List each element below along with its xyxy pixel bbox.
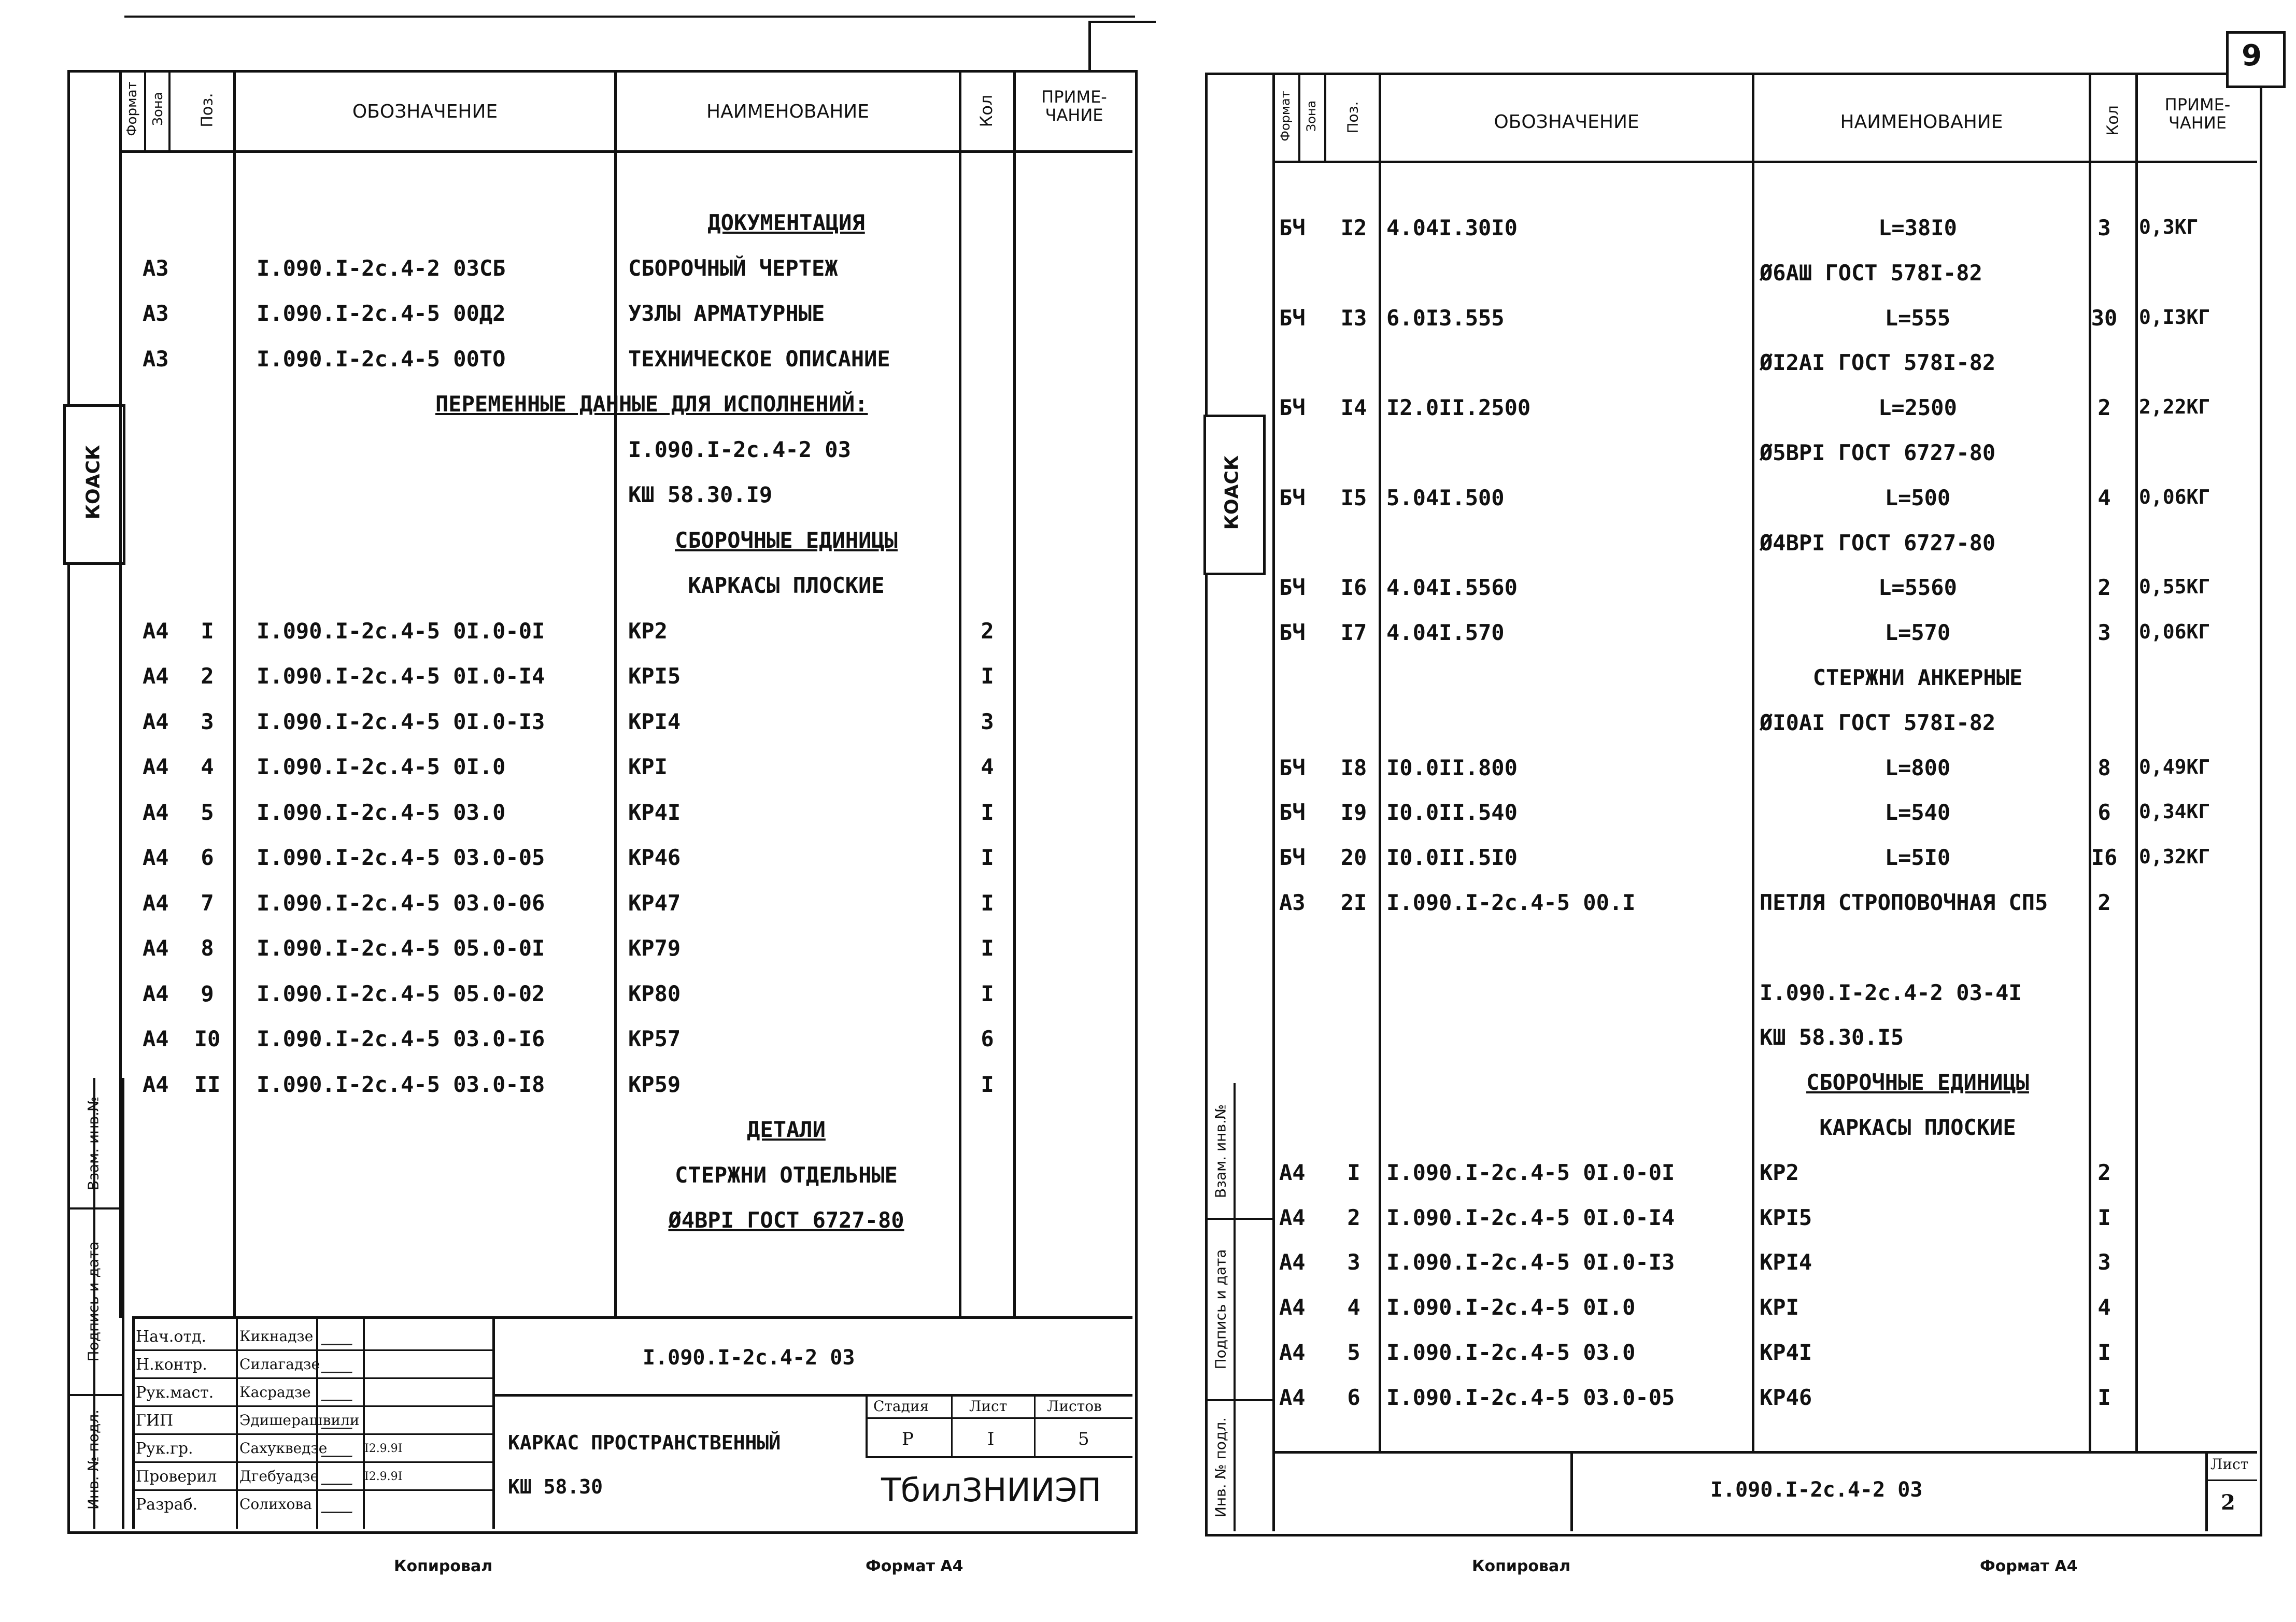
left-row-pos: 2	[201, 663, 214, 689]
left-side-stamp: КОАСК	[82, 445, 104, 520]
left-tb-date: I2.9.9I	[364, 1442, 403, 1455]
left-tb-name: Солихова	[239, 1496, 312, 1513]
left-header-format: Формат	[124, 81, 140, 136]
left-tb-name: Сахукведзе	[239, 1440, 328, 1457]
left-row-name: КР59	[628, 1072, 681, 1097]
right-row-qty: 3	[2097, 215, 2111, 240]
left-row-pos: II	[194, 1072, 221, 1097]
left-row-pos: 3	[201, 709, 214, 734]
left-row-name: КР46	[628, 845, 681, 870]
left-row-name: УЗЛЫ АРМАТУРНЫЕ	[628, 301, 825, 326]
right-row-name: ПЕТЛЯ СТРОПОВОЧНАЯ СП5	[1760, 890, 2048, 915]
right-row-fmt: БЧ	[1279, 215, 1306, 240]
left-row-qty: 2	[981, 618, 994, 644]
left-tb-role: Нач.отд.	[136, 1328, 207, 1346]
right-row-pos: 2	[1347, 1205, 1360, 1230]
left-row-name: СТЕРЖНИ ОТДЕЛЬНЫЕ	[675, 1162, 898, 1188]
left-row-fmt: А3	[143, 346, 169, 372]
left-tb-date: I2.9.9I	[364, 1470, 403, 1483]
left-tb-signature	[321, 1496, 358, 1513]
left-tb-name: Эдишерашвили	[239, 1412, 360, 1429]
right-side-box-3: Инв. № подл.	[1212, 1417, 1229, 1518]
left-row-qty: I	[981, 981, 994, 1006]
right-header-pos: Поз.	[1344, 101, 1362, 134]
left-row-fmt: А4	[143, 890, 169, 916]
right-row-des: I.090.I-2с.4-5 03.0-05	[1386, 1385, 1675, 1410]
left-row-name: КШ 58.30.I9	[628, 482, 773, 507]
right-header-name: НАИМЕНОВАНИЕ	[1840, 111, 2003, 133]
page-number: 9	[2242, 39, 2262, 73]
left-row-pos: 8	[201, 935, 214, 961]
left-tb-role: ГИП	[136, 1412, 174, 1430]
left-stage: Р	[902, 1429, 914, 1449]
right-row-des: 5.04I.500	[1386, 485, 1505, 510]
left-tb-signature	[321, 1356, 358, 1373]
left-tb-signature	[321, 1328, 358, 1345]
right-row-des: I.090.I-2с.4-5 03.0	[1386, 1340, 1636, 1365]
left-object-code: КШ 58.30	[508, 1475, 603, 1498]
right-row-qty: 8	[2097, 755, 2111, 780]
right-row-name: КШ 58.30.I5	[1760, 1025, 1904, 1050]
left-tb-signature	[321, 1468, 358, 1485]
right-header-qty: Кол	[2104, 105, 2122, 136]
right-row-des: I0.0II.800	[1386, 755, 1518, 780]
left-header-zone: Зона	[150, 92, 166, 126]
right-row-des: I.090.I-2с.4-5 00.I	[1386, 890, 1636, 915]
right-row-pos: I5	[1340, 485, 1367, 510]
right-row-note: 0,3КГ	[2139, 216, 2199, 238]
left-row-des: I.090.I-2с.4-5 03.0-I6	[257, 1026, 545, 1051]
right-row-name: СБОРОЧНЫЕ ЕДИНИЦЫ	[1806, 1070, 2029, 1095]
right-header-zone: Зона	[1304, 100, 1319, 132]
left-tb-role: Проверил	[136, 1468, 217, 1486]
left-tb-signature	[321, 1384, 358, 1401]
right-row-name: КАРКАСЫ ПЛОСКИЕ	[1819, 1115, 2016, 1140]
right-row-name: СТЕРЖНИ АНКЕРНЫЕ	[1812, 665, 2023, 690]
left-row-name: КРI	[628, 754, 668, 779]
right-row-des: 6.0I3.555	[1386, 305, 1505, 331]
right-row-name: L=500	[1884, 485, 1951, 510]
right-row-note: 0,32КГ	[2139, 845, 2210, 868]
left-row-qty: I	[981, 890, 994, 916]
left-row-fmt: А4	[143, 709, 169, 734]
left-row-pos: I0	[194, 1026, 221, 1051]
right-row-fmt: БЧ	[1279, 755, 1306, 780]
right-row-qty: 2	[2097, 890, 2111, 915]
left-row-des: I.090.I-2с.4-5 0I.0-I3	[257, 709, 545, 734]
left-tb-name: Силагадзе	[239, 1356, 320, 1373]
left-row-des: I.090.I-2с.4-5 03.0	[257, 800, 506, 825]
left-row-qty: I	[981, 1072, 994, 1097]
left-header-pos: Поз.	[198, 93, 217, 127]
left-header-name: НАИМЕНОВАНИЕ	[706, 101, 869, 122]
left-tb-role: Рук.маст.	[136, 1384, 214, 1402]
right-row-qty: I	[2097, 1205, 2111, 1230]
right-row-qty: 2	[2097, 1160, 2111, 1185]
left-tb-name: Кикнадзе	[239, 1328, 314, 1345]
right-row-qty: 3	[2097, 1249, 2111, 1275]
left-row-fmt: А4	[143, 663, 169, 689]
right-row-des: 4.04I.570	[1386, 620, 1505, 645]
right-row-fmt: БЧ	[1279, 620, 1306, 645]
right-row-name: L=540	[1884, 800, 1951, 825]
left-row-pos: 6	[201, 845, 214, 870]
right-row-des: I.090.I-2с.4-5 0I.0	[1386, 1294, 1636, 1320]
right-row-name: Ø4ВРI ГОСТ 6727-80	[1760, 530, 1996, 556]
right-row-qty: I	[2097, 1340, 2111, 1365]
left-row-des: I.090.I-2с.4-5 00Д2	[257, 301, 506, 326]
right-row-fmt: А4	[1279, 1160, 1306, 1185]
left-row-qty: 4	[981, 754, 994, 779]
right-row-des: I.090.I-2с.4-5 0I.0-0I	[1386, 1160, 1675, 1185]
right-row-fmt: А4	[1279, 1294, 1306, 1320]
right-row-des: I0.0II.5I0	[1386, 845, 1518, 870]
left-row-des: I.090.I-2с.4-2 03СБ	[257, 255, 506, 281]
right-row-name: L=2500	[1878, 395, 1957, 420]
right-row-fmt: БЧ	[1279, 845, 1306, 870]
left-org: ТбилЗНИИЭП	[881, 1471, 1102, 1509]
left-stage-label: Стадия	[873, 1398, 929, 1415]
left-tb-role: Разраб.	[136, 1496, 198, 1514]
left-row-name: СБОРОЧНЫЙ ЧЕРТЕЖ	[628, 255, 838, 281]
left-tb-signature	[321, 1412, 358, 1429]
left-tb-name: Касрадзе	[239, 1384, 311, 1401]
left-row-name: КР4I	[628, 800, 681, 825]
right-row-name: Ø5ВРI ГОСТ 6727-80	[1760, 440, 1996, 465]
right-row-name: КР2	[1760, 1160, 1799, 1185]
right-row-pos: I9	[1340, 800, 1367, 825]
left-row-des: I.090.I-2с.4-5 0I.0-I4	[257, 663, 545, 689]
right-row-name: КР4I	[1760, 1340, 1812, 1365]
right-side-stamp: КОАСК	[1221, 455, 1243, 530]
left-row-qty: I	[981, 800, 994, 825]
right-row-qty: 4	[2097, 485, 2111, 510]
left-row-name: Ø4ВРI ГОСТ 6727-80	[668, 1207, 904, 1233]
right-row-pos: I4	[1340, 395, 1367, 420]
left-side-box-3: Инв. № подл.	[84, 1409, 102, 1510]
right-row-pos: 3	[1347, 1249, 1360, 1275]
right-row-name: L=800	[1884, 755, 1951, 780]
left-row-name: КАРКАСЫ ПЛОСКИЕ	[688, 573, 885, 598]
right-row-name: ØI2АI ГОСТ 578I-82	[1760, 350, 1996, 375]
left-row-des: I.090.I-2с.4-5 03.0-I8	[257, 1072, 545, 1097]
right-row-pos: 4	[1347, 1294, 1360, 1320]
left-tb-role: Н.контр.	[136, 1356, 207, 1374]
right-row-name: L=555	[1884, 305, 1951, 331]
right-row-note: 0,34КГ	[2139, 800, 2210, 823]
right-row-qty: 2	[2097, 395, 2111, 420]
right-doc-code: I.090.I-2с.4-2 03	[1710, 1478, 1923, 1502]
right-row-name: ØI0АI ГОСТ 578I-82	[1760, 710, 1996, 735]
left-row-des: I.090.I-2с.4-5 03.0-05	[257, 845, 545, 870]
right-row-fmt: БЧ	[1279, 305, 1306, 331]
left-row-name: I.090.I-2с.4-2 03	[628, 437, 851, 462]
left-row-name: ТЕХНИЧЕСКОЕ ОПИСАНИЕ	[628, 346, 890, 372]
right-row-name: L=5I0	[1884, 845, 1951, 870]
left-row-des: I.090.I-2с.4-5 03.0-06	[257, 890, 545, 916]
left-sheet: I	[987, 1429, 995, 1449]
right-row-pos: I8	[1340, 755, 1367, 780]
right-header-format: Формат	[1278, 91, 1293, 141]
right-footer-copy: Копировал	[1472, 1557, 1571, 1575]
right-row-fmt: А4	[1279, 1205, 1306, 1230]
left-row-des: I.090.I-2с.4-5 0I.0	[257, 754, 506, 779]
right-row-name: КРI4	[1760, 1249, 1812, 1275]
right-header-designation: ОБОЗНАЧЕНИЕ	[1494, 111, 1639, 133]
left-side-box-1: Взам. инв.№	[84, 1096, 102, 1191]
left-tb-signature	[321, 1440, 358, 1457]
right-row-note: 0,06КГ	[2139, 620, 2210, 643]
right-row-des: I2.0II.2500	[1386, 395, 1531, 420]
right-row-note: 0,55КГ	[2139, 575, 2210, 598]
right-header-note: ПРИМЕ- ЧАНИЕ	[2164, 95, 2231, 133]
right-row-note: 2,22КГ	[2139, 395, 2210, 418]
left-row-pos: 4	[201, 754, 214, 779]
right-row-pos: 6	[1347, 1385, 1360, 1410]
right-row-pos: I	[1347, 1160, 1360, 1185]
right-row-qty: 4	[2097, 1294, 2111, 1320]
right-row-fmt: А4	[1279, 1385, 1306, 1410]
left-row-fmt: А4	[143, 754, 169, 779]
left-sheet-label: Лист	[969, 1398, 1008, 1415]
left-tb-name: Дгебуадзе	[239, 1468, 319, 1485]
left-footer-format: Формат А4	[866, 1557, 963, 1575]
left-row-name: КР79	[628, 935, 681, 961]
right-footer-format: Формат А4	[1980, 1557, 2078, 1575]
left-footer-copy: Копировал	[394, 1557, 493, 1575]
left-row-name: КРI4	[628, 709, 681, 734]
right-row-name: КРI5	[1760, 1205, 1812, 1230]
left-header-note: ПРИМЕ- ЧАНИЕ	[1041, 87, 1107, 125]
left-row-name: КР80	[628, 981, 681, 1006]
right-row-fmt: БЧ	[1279, 485, 1306, 510]
right-row-fmt: А3	[1279, 890, 1306, 915]
right-row-des: I.090.I-2с.4-5 0I.0-I3	[1386, 1249, 1675, 1275]
left-row-name: ДЕТАЛИ	[747, 1117, 826, 1142]
right-row-des: I0.0II.540	[1386, 800, 1518, 825]
right-row-name: L=570	[1884, 620, 1951, 645]
right-sheet-label: Лист	[2210, 1456, 2249, 1473]
left-row-fmt: А4	[143, 618, 169, 644]
right-row-name: КР46	[1760, 1385, 1812, 1410]
left-row-qty: I	[981, 935, 994, 961]
right-row-pos: 5	[1347, 1340, 1360, 1365]
left-row-fmt: А4	[143, 800, 169, 825]
right-row-name: Ø6АШ ГОСТ 578I-82	[1760, 260, 1982, 286]
right-row-note: 0,49КГ	[2139, 756, 2210, 778]
left-row-des: I.090.I-2с.4-5 05.0-0I	[257, 935, 545, 961]
left-row-pos: 5	[201, 800, 214, 825]
left-row-wide: ПЕРЕМЕННЫЕ ДАННЫЕ ДЛЯ ИСПОЛНЕНИЙ:	[435, 391, 868, 417]
left-row-fmt: А3	[143, 301, 169, 326]
left-header-designation: ОБОЗНАЧЕНИЕ	[352, 101, 498, 122]
right-row-pos: 2I	[1340, 890, 1367, 915]
left-row-des: I.090.I-2с.4-5 05.0-02	[257, 981, 545, 1006]
right-row-fmt: А4	[1279, 1249, 1306, 1275]
right-row-pos: I3	[1340, 305, 1367, 331]
left-row-qty: I	[981, 663, 994, 689]
left-object-title: КАРКАС ПРОСТРАНСТВЕННЫЙ	[508, 1431, 781, 1454]
left-row-qty: 6	[981, 1026, 994, 1051]
left-sheet	[67, 70, 1138, 1534]
right-row-des: I.090.I-2с.4-5 0I.0-I4	[1386, 1205, 1675, 1230]
right-side-box-1: Взам. инв.№	[1212, 1104, 1229, 1199]
right-row-qty: 3	[2097, 620, 2111, 645]
right-row-note: 0,06КГ	[2139, 486, 2210, 508]
left-row-pos: 7	[201, 890, 214, 916]
right-row-fmt: БЧ	[1279, 395, 1306, 420]
left-header-qty: Кол	[976, 94, 996, 127]
left-row-fmt: А4	[143, 845, 169, 870]
right-row-qty: 2	[2097, 575, 2111, 600]
left-row-pos: 9	[201, 981, 214, 1006]
right-row-name: КРI	[1760, 1294, 1799, 1320]
left-sheets-label: Листов	[1047, 1398, 1102, 1415]
left-row-des: I.090.I-2с.4-5 0I.0-0I	[257, 618, 545, 644]
left-doc-code: I.090.I-2с.4-2 03	[643, 1346, 855, 1370]
left-row-name: КР47	[628, 890, 681, 916]
left-sheets: 5	[1078, 1429, 1089, 1449]
right-row-des: 4.04I.5560	[1386, 575, 1518, 600]
right-row-pos: 20	[1340, 845, 1367, 870]
right-row-fmt: БЧ	[1279, 800, 1306, 825]
right-row-qty: 30	[2091, 305, 2118, 331]
left-row-name: ДОКУМЕНТАЦИЯ	[707, 210, 865, 235]
right-row-note: 0,I3КГ	[2139, 306, 2210, 329]
right-row-qty: I6	[2091, 845, 2118, 870]
right-row-des: 4.04I.30I0	[1386, 215, 1518, 240]
left-side-box-2: Подпись и дата	[84, 1241, 102, 1362]
right-row-name: I.090.I-2с.4-2 03-4I	[1760, 980, 2022, 1005]
right-row-fmt: БЧ	[1279, 575, 1306, 600]
left-row-fmt: А4	[143, 981, 169, 1006]
left-row-fmt: А4	[143, 935, 169, 961]
right-side-box-2: Подпись и дата	[1212, 1249, 1229, 1370]
left-tb-role: Рук.гр.	[136, 1440, 193, 1458]
left-row-fmt: А4	[143, 1026, 169, 1051]
left-row-fmt: А4	[143, 1072, 169, 1097]
right-row-name: L=38I0	[1878, 215, 1957, 240]
left-row-name: КРI5	[628, 663, 681, 689]
left-row-name: КР57	[628, 1026, 681, 1051]
left-row-des: I.090.I-2с.4-5 00ТО	[257, 346, 506, 372]
left-row-pos: I	[201, 618, 214, 644]
right-sheet: 2	[2221, 1490, 2235, 1515]
left-row-name: КР2	[628, 618, 668, 644]
left-row-fmt: А3	[143, 255, 169, 281]
left-row-name: СБОРОЧНЫЕ ЕДИНИЦЫ	[675, 528, 898, 553]
right-row-fmt: А4	[1279, 1340, 1306, 1365]
right-row-name: L=5560	[1878, 575, 1957, 600]
right-row-qty: I	[2097, 1385, 2111, 1410]
left-row-qty: I	[981, 845, 994, 870]
right-row-pos: I7	[1340, 620, 1367, 645]
right-row-qty: 6	[2097, 800, 2111, 825]
right-row-pos: I2	[1340, 215, 1367, 240]
right-row-pos: I6	[1340, 575, 1367, 600]
left-row-qty: 3	[981, 709, 994, 734]
